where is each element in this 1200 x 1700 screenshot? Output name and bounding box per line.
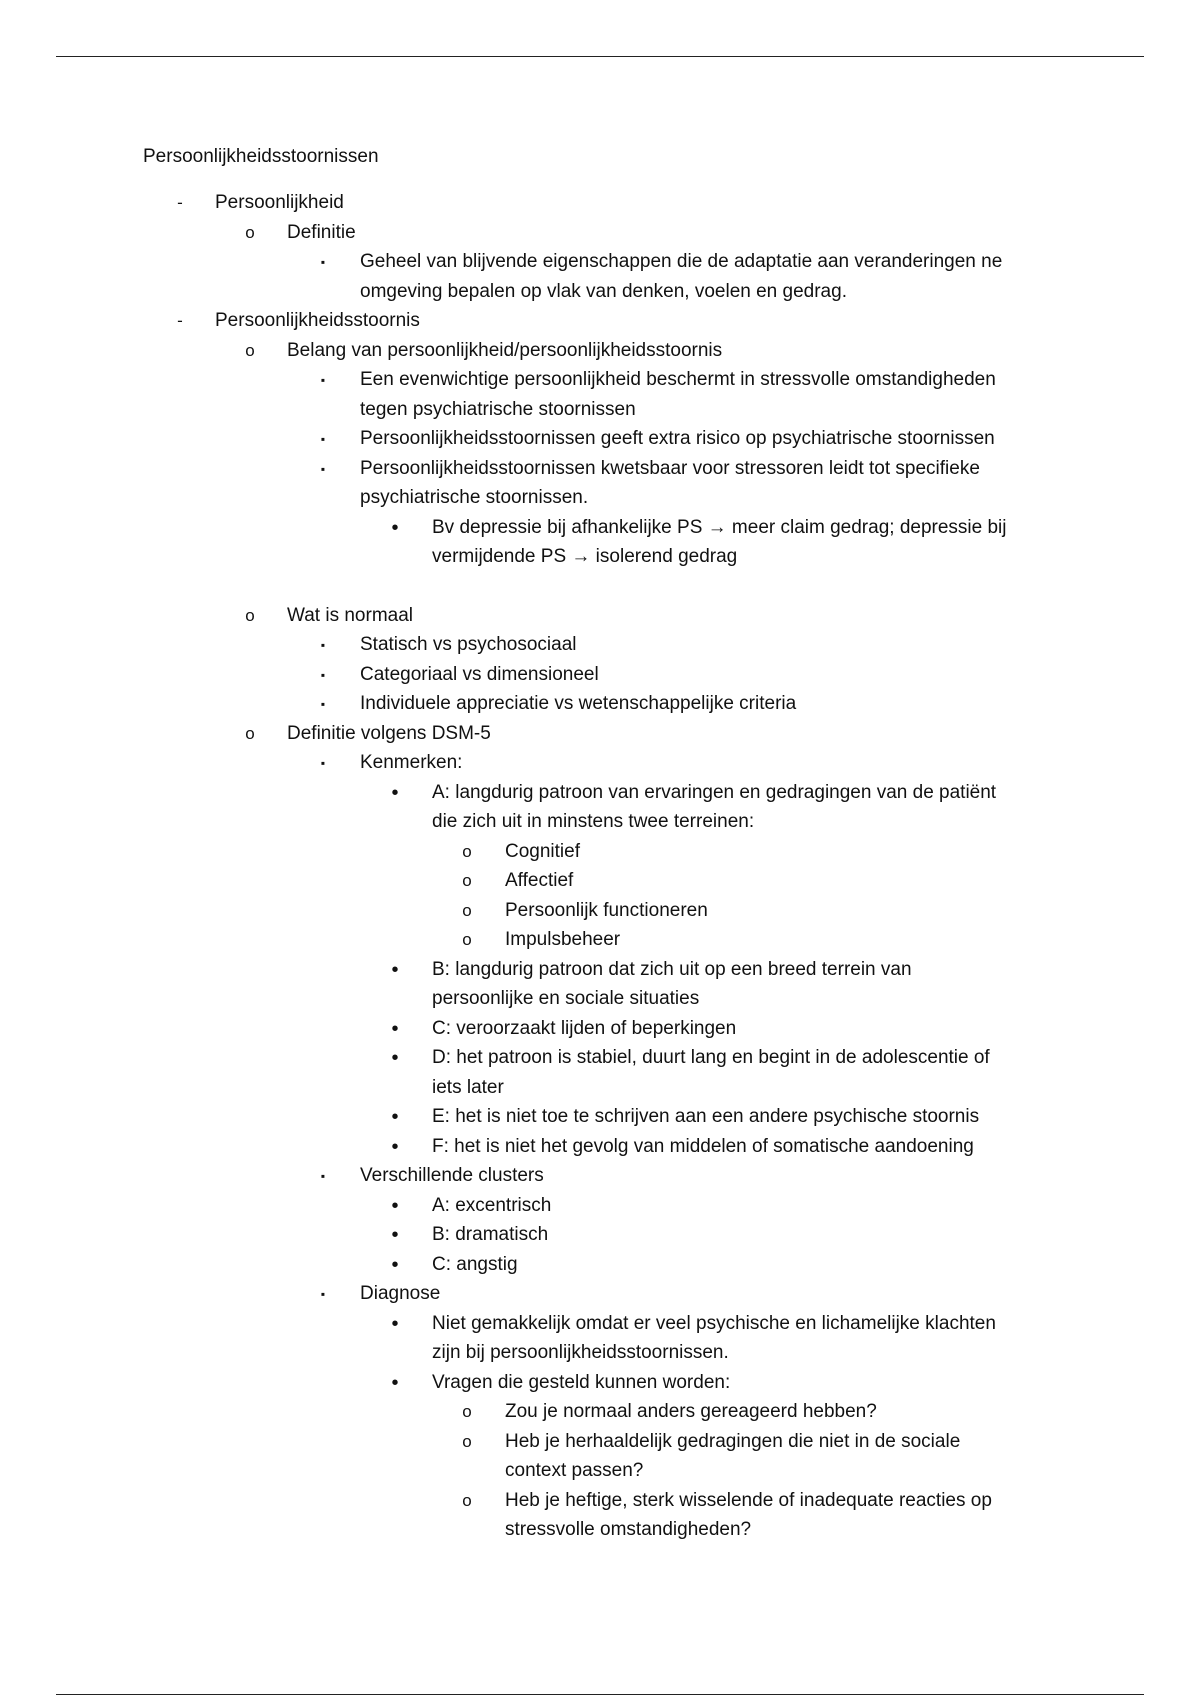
list-item-text: D: het patroon is stabiel, duurt lang en begint in de adolescentie of xyxy=(432,1047,990,1068)
list-item-text: Diagnose xyxy=(360,1283,441,1304)
list-item-continuation: context passen? xyxy=(505,1460,644,1481)
list-marker: ▪ xyxy=(320,373,326,387)
list-marker: o xyxy=(245,723,255,743)
list-item-continuation: zijn bij persoonlijkheidsstoornissen. xyxy=(432,1342,729,1363)
list-item-text: Verschillende clusters xyxy=(360,1165,544,1186)
list-marker: ▪ xyxy=(320,667,326,682)
list-marker: - xyxy=(177,311,183,330)
list-item-continuation: vermijdende PS → isolerend gedrag xyxy=(432,546,738,567)
list-item-text: A: langdurig patroon van ervaringen en gedragingen van de patiënt xyxy=(432,781,997,803)
list-item-continuation: omgeving bepalen op vlak van denken, voelen en gedrag. xyxy=(360,280,847,302)
list-marker: ▪ xyxy=(320,638,326,652)
list-marker: • xyxy=(391,1371,399,1394)
list-item-continuation: psychiatrische stoornissen. xyxy=(360,487,589,508)
list-item-text: Persoonlijk functioneren xyxy=(505,899,708,921)
list-item-text: Definitie xyxy=(287,221,356,243)
list-marker: ▪ xyxy=(320,255,326,269)
list-marker: ▪ xyxy=(320,697,326,711)
list-item-continuation: tegen psychiatrische stoornissen xyxy=(360,398,636,420)
list-marker: • xyxy=(391,1194,399,1217)
list-item-text: B: dramatisch xyxy=(432,1224,549,1245)
list-item-text: Zou je normaal anders gereageerd hebben? xyxy=(505,1401,877,1422)
list-marker: o xyxy=(462,841,472,861)
list-item-text: Persoonlijkheidsstoornissen geeft extra risico op psychiatrische stoornissen xyxy=(360,428,995,449)
list-marker: • xyxy=(391,1224,399,1246)
list-marker: o xyxy=(462,871,472,890)
list-marker: ▪ xyxy=(320,1169,326,1183)
footer-rule xyxy=(56,1694,1144,1695)
list-marker: • xyxy=(391,1312,399,1335)
list-marker: • xyxy=(391,1017,399,1040)
list-item-text: B: langdurig patroon dat zich uit op een breed terrein van xyxy=(432,958,912,980)
list-marker: • xyxy=(391,1135,399,1158)
list-marker: • xyxy=(391,1106,399,1128)
list-item-continuation: die zich uit in minstens twee terreinen: xyxy=(432,811,755,832)
list-item-text: Affectief xyxy=(505,870,574,891)
list-marker: o xyxy=(462,900,472,920)
list-item-continuation: stressvolle omstandigheden? xyxy=(505,1519,752,1540)
list-marker: ▪ xyxy=(320,461,326,476)
list-marker: o xyxy=(462,1490,472,1510)
list-item-continuation: iets later xyxy=(432,1076,504,1098)
list-item-text: Definitie volgens DSM-5 xyxy=(287,722,491,744)
list-item-continuation: persoonlijke en sociale situaties xyxy=(432,988,700,1009)
document-title: Persoonlijkheidsstoornissen xyxy=(143,146,379,167)
list-item-text: Categoriaal vs dimensioneel xyxy=(360,663,599,685)
list-item-text: Kenmerken: xyxy=(360,752,463,773)
list-marker: ▪ xyxy=(320,756,326,770)
list-item-text: F: het is niet het gevolg van middelen of somatische aandoening xyxy=(432,1135,974,1157)
list-marker: • xyxy=(391,1047,399,1069)
list-item-text: C: angstig xyxy=(432,1253,518,1275)
list-marker: o xyxy=(462,930,472,949)
list-marker: - xyxy=(177,193,183,212)
list-item-text: A: excentrisch xyxy=(432,1194,552,1216)
list-item-text: Persoonlijkheidsstoornis xyxy=(215,310,420,331)
list-marker: o xyxy=(245,340,255,360)
list-marker: • xyxy=(391,516,399,539)
list-marker: • xyxy=(391,958,399,981)
list-item-text: Impulsbeheer xyxy=(505,929,621,950)
list-item-text: Belang van persoonlijkheid/persoonlijkheidsstoornis xyxy=(287,339,723,361)
list-marker: ▪ xyxy=(320,432,326,446)
list-marker: o xyxy=(462,1402,472,1421)
list-item-text: Bv depressie bij afhankelijke PS → meer claim gedrag; depressie bij xyxy=(432,516,1007,538)
list-marker: o xyxy=(245,605,255,625)
list-item-text: Geheel van blijvende eigenschappen die de adaptatie aan veranderingen ne xyxy=(360,251,1003,272)
list-item-text: Wat is normaal xyxy=(287,604,413,626)
list-marker: ▪ xyxy=(320,1287,326,1301)
list-item-text: C: veroorzaakt lijden of beperkingen xyxy=(432,1017,737,1039)
list-item-text: Cognitief xyxy=(505,840,580,862)
list-item-text: Statisch vs psychosociaal xyxy=(360,634,577,655)
list-item-text: Een evenwichtige persoonlijkheid beschermt in stressvolle omstandigheden xyxy=(360,369,996,390)
list-marker: • xyxy=(391,1253,399,1276)
header-rule xyxy=(56,56,1144,57)
list-item-text: Individuele appreciatie vs wetenschappelijke criteria xyxy=(360,693,797,714)
list-marker: o xyxy=(462,1431,472,1451)
list-item-text: Vragen die gesteld kunnen worden: xyxy=(432,1371,731,1393)
list-marker: • xyxy=(391,781,399,804)
list-item-text: Persoonlijkheidsstoornissen kwetsbaar voor stressoren leidt tot specifieke xyxy=(360,457,980,479)
list-marker: o xyxy=(245,222,255,242)
list-item-text: E: het is niet toe te schrijven aan een andere psychische stoornis xyxy=(432,1106,980,1127)
list-item-text: Niet gemakkelijk omdat er veel psychische en lichamelijke klachten xyxy=(432,1312,996,1334)
list-item-text: Heb je herhaaldelijk gedragingen die niet in de sociale xyxy=(505,1430,961,1452)
list-item-text: Persoonlijkheid xyxy=(215,192,344,213)
list-item-text: Heb je heftige, sterk wisselende of inadequate reacties op xyxy=(505,1489,992,1511)
